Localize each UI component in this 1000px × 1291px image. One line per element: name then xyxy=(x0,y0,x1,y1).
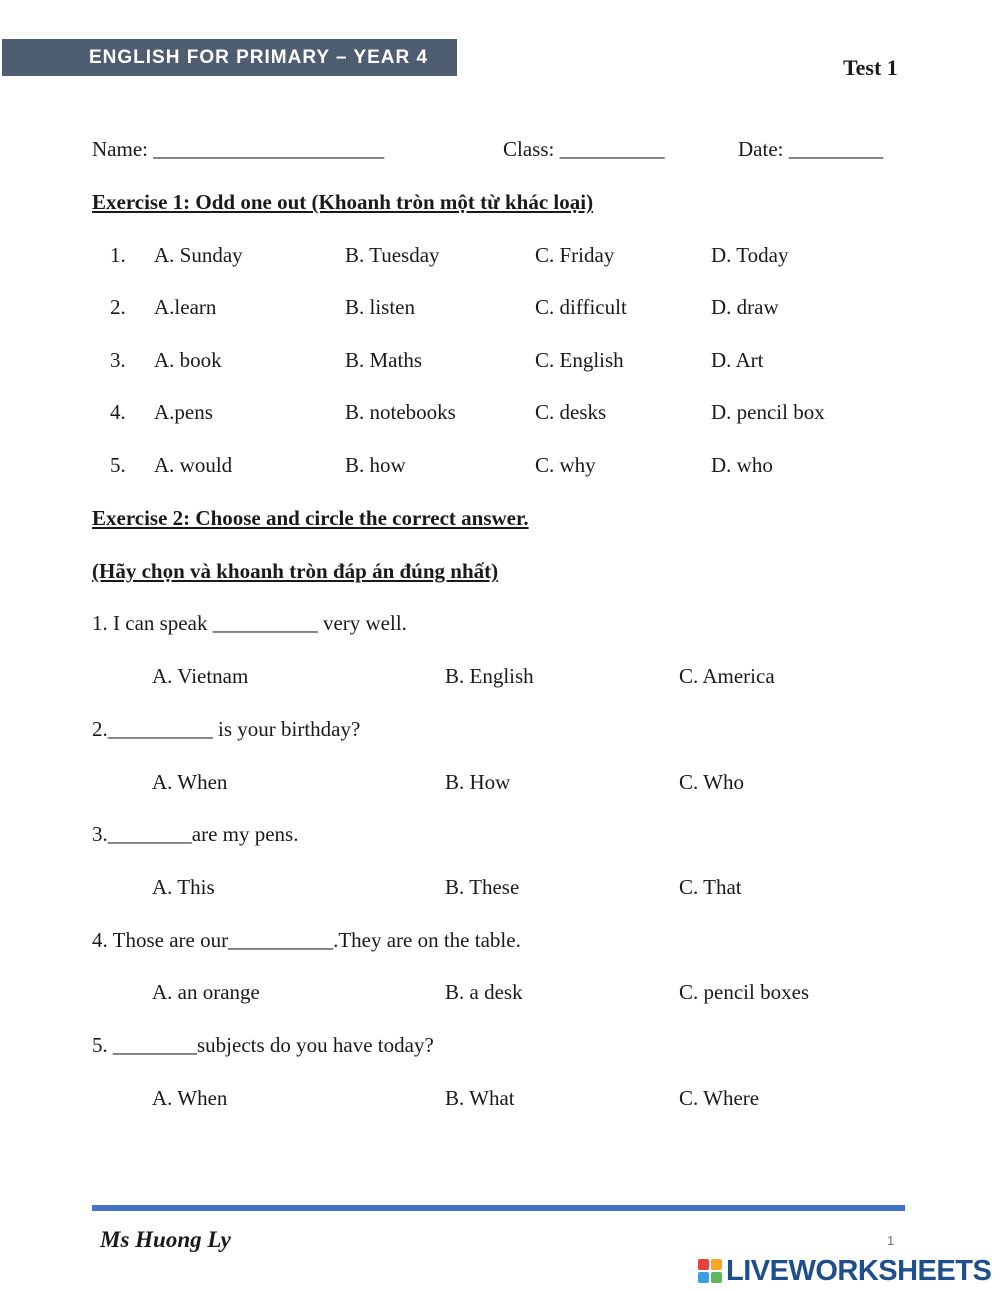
option-c[interactable]: C. pencil boxes xyxy=(679,980,810,1004)
option-b[interactable]: B. Tuesday xyxy=(345,243,440,267)
footer-divider xyxy=(92,1205,905,1211)
logo-square xyxy=(711,1272,722,1283)
option-a[interactable]: A.learn xyxy=(154,295,217,319)
question-text: 1. I can speak __________ very well. xyxy=(92,611,407,635)
option-a[interactable]: A. When xyxy=(152,1086,228,1110)
option-d[interactable]: D. draw xyxy=(711,295,779,319)
test-label: Test 1 xyxy=(843,55,898,80)
row-number: 4. xyxy=(110,400,126,424)
page-number: 1 xyxy=(887,1233,895,1248)
option-a[interactable]: A. Sunday xyxy=(154,243,243,267)
option-d[interactable]: D. Art xyxy=(711,348,764,372)
option-a[interactable]: A. would xyxy=(154,453,233,477)
option-a[interactable]: A. an orange xyxy=(152,980,260,1004)
logo-square xyxy=(698,1259,709,1270)
option-a[interactable]: A.pens xyxy=(154,400,213,424)
question-text: 2.__________ is your birthday? xyxy=(92,717,361,741)
option-b[interactable]: B. how xyxy=(345,453,406,477)
option-b[interactable]: B. listen xyxy=(345,295,416,319)
logo-square xyxy=(698,1272,709,1283)
option-d[interactable]: D. Today xyxy=(711,243,789,267)
question-text: 4. Those are our__________.They are on the table. xyxy=(92,928,521,952)
option-b[interactable]: B. English xyxy=(445,664,534,688)
row-number: 5. xyxy=(110,453,126,477)
option-c[interactable]: C. America xyxy=(679,664,775,688)
logo-squares-icon xyxy=(698,1259,722,1283)
option-c[interactable]: C. Where xyxy=(679,1086,760,1110)
name-field: Name: ______________________ xyxy=(92,137,385,161)
option-c[interactable]: C. desks xyxy=(535,400,607,424)
exercise2-subtitle: (Hãy chọn và khoanh tròn đáp án đúng nhất) xyxy=(92,559,499,583)
exercise2-title: Exercise 2: Choose and circle the correct answer. xyxy=(92,506,529,530)
option-d[interactable]: D. pencil box xyxy=(711,400,825,424)
option-a[interactable]: A. Vietnam xyxy=(152,664,249,688)
exercise1-title: Exercise 1: Odd one out (Khoanh tròn một từ khác loại) xyxy=(92,190,594,214)
header-banner: ENGLISH FOR PRIMARY – YEAR 4 xyxy=(2,39,457,76)
row-number: 3. xyxy=(110,348,126,372)
option-b[interactable]: B. a desk xyxy=(445,980,523,1004)
option-b[interactable]: B. What xyxy=(445,1086,515,1110)
date-field: Date: _________ xyxy=(738,137,884,161)
author-name: Ms Huong Ly xyxy=(100,1227,231,1252)
question-text: 3.________are my pens. xyxy=(92,822,299,846)
question-text: 5. ________subjects do you have today? xyxy=(92,1033,434,1057)
option-c[interactable]: C. English xyxy=(535,348,624,372)
row-number: 1. xyxy=(110,243,126,267)
logo-text: LIVEWORKSHEETS xyxy=(726,1254,992,1287)
option-b[interactable]: B. Maths xyxy=(345,348,423,372)
option-b[interactable]: B. How xyxy=(445,770,511,794)
option-d[interactable]: D. who xyxy=(711,453,773,477)
option-c[interactable]: C. difficult xyxy=(535,295,627,319)
option-c[interactable]: C. Who xyxy=(679,770,744,794)
logo-square xyxy=(711,1259,722,1270)
class-field: Class: __________ xyxy=(503,137,665,161)
option-c[interactable]: C. why xyxy=(535,453,596,477)
option-c[interactable]: C. That xyxy=(679,875,742,899)
option-a[interactable]: A. This xyxy=(152,875,215,899)
option-c[interactable]: C. Friday xyxy=(535,243,615,267)
option-b[interactable]: B. These xyxy=(445,875,520,899)
liveworksheets-logo[interactable] xyxy=(698,1256,991,1286)
option-b[interactable]: B. notebooks xyxy=(345,400,456,424)
option-a[interactable]: A. When xyxy=(152,770,228,794)
row-number: 2. xyxy=(110,295,126,319)
option-a[interactable]: A. book xyxy=(154,348,222,372)
